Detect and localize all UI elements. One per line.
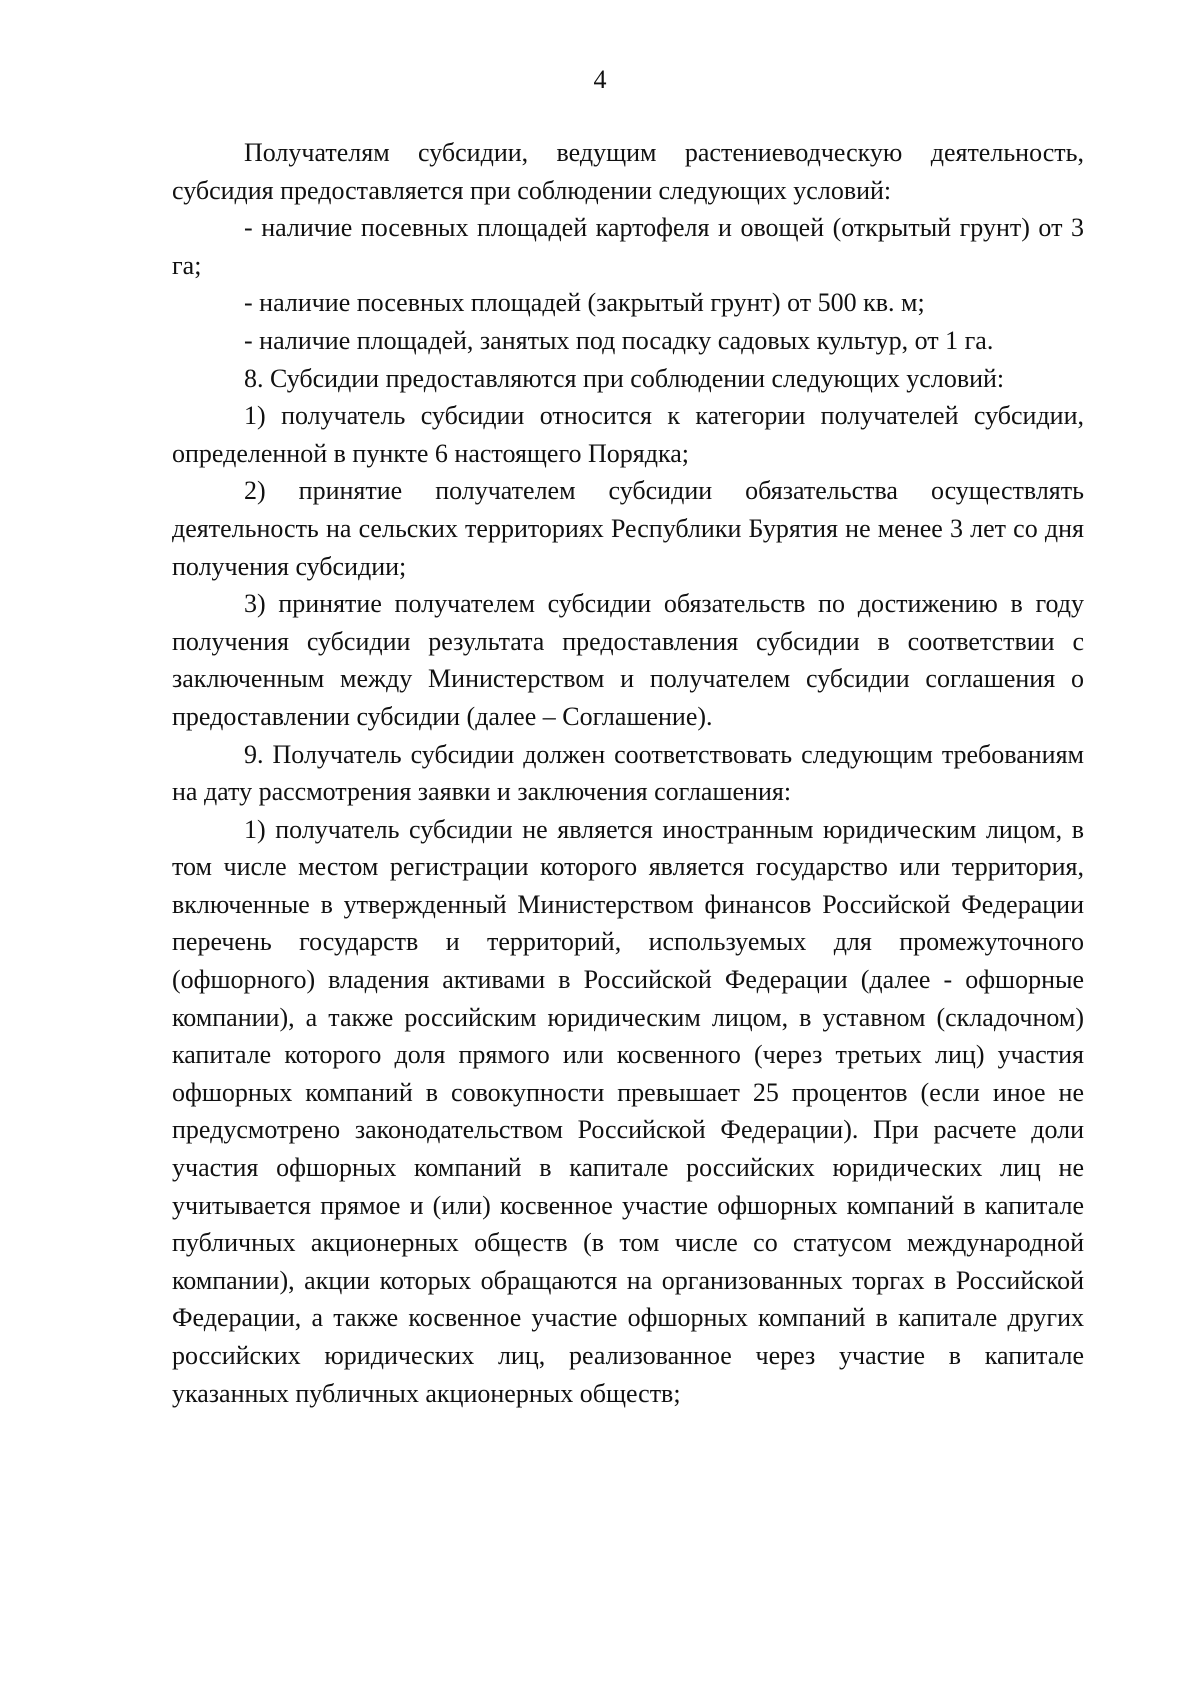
paragraph-closed-ground-area: - наличие посевных площадей (закрытый грунт) от 500 кв. м; <box>244 288 925 318</box>
paragraph-clause-9: 9. Получатель субсидии должен соответствовать следующим требованиям на дату рассмотрения заявки и заключения соглашения: <box>172 739 1084 807</box>
document-body <box>172 134 1084 1412</box>
page-number: 4 <box>593 65 607 94</box>
paragraph-garden-area: - наличие площадей, занятых под посадку садовых культур, от 1 га. <box>244 325 994 355</box>
paragraph-clause-9-item-1: 1) получатель субсидии не является иностранным юридическим лицом, в том числе местом регистрации которого является государство или территория, включенные в утвержденный Министерством финансов Российской Федерации перечень государств и территорий, используемых для промежуточного (офшорного) владения активами в Российской Федерации (далее - офшорные компании), а также российским юридическим лицом, в уставном (складочном) капитале которого доля прямого или косвенного (через третьих лиц) участия офшорных компаний в совокупности превышает 25 процентов (если иное не предусмотрено законодательством Российской Федерации). При расчете доли участия офшорных компаний в капитале российских юридических лиц не учитывается прямое и (или) косвенное участие офшорных компаний в капитале публичных акционерных обществ (в том числе со статусом международной компании), акции которых обращаются на организованных торгах в Российской Федерации, а также косвенное участие офшорных компаний в капитале других российских юридических лиц, реализованное через участие в капитале указанных публичных акционерных обществ; <box>172 814 1084 1408</box>
paragraph-clause-8-item-2: 2) принятие получателем субсидии обязательства осуществлять деятельность на сельских территориях Республики Бурятия не менее 3 лет со дня получения субсидии; <box>172 476 1084 581</box>
paragraph-clause-8-item-3: 3) принятие получателем субсидии обязательств по достижению в году получения субсидии результата предоставления субсидии в соответствии с заключенным между Министерством и получателем субсидии соглашения о предоставлении субсидии (далее – Соглашение). <box>172 589 1084 731</box>
paragraph-clause-8-item-1: 1) получатель субсидии относится к категории получателей субсидии, определенной в пункте 6 настоящего Порядка; <box>172 401 1084 468</box>
paragraph-crop-conditions-intro: Получателям субсидии, ведущим растениеводческую деятельность, субсидия предоставляется при соблюдении следующих условий: <box>172 138 1084 205</box>
paragraph-clause-8: 8. Субсидии предоставляются при соблюдении следующих условий: <box>244 363 1005 393</box>
paragraph-open-ground-area: - наличие посевных площадей картофеля и овощей (открытый грунт) от 3 га; <box>172 213 1084 280</box>
